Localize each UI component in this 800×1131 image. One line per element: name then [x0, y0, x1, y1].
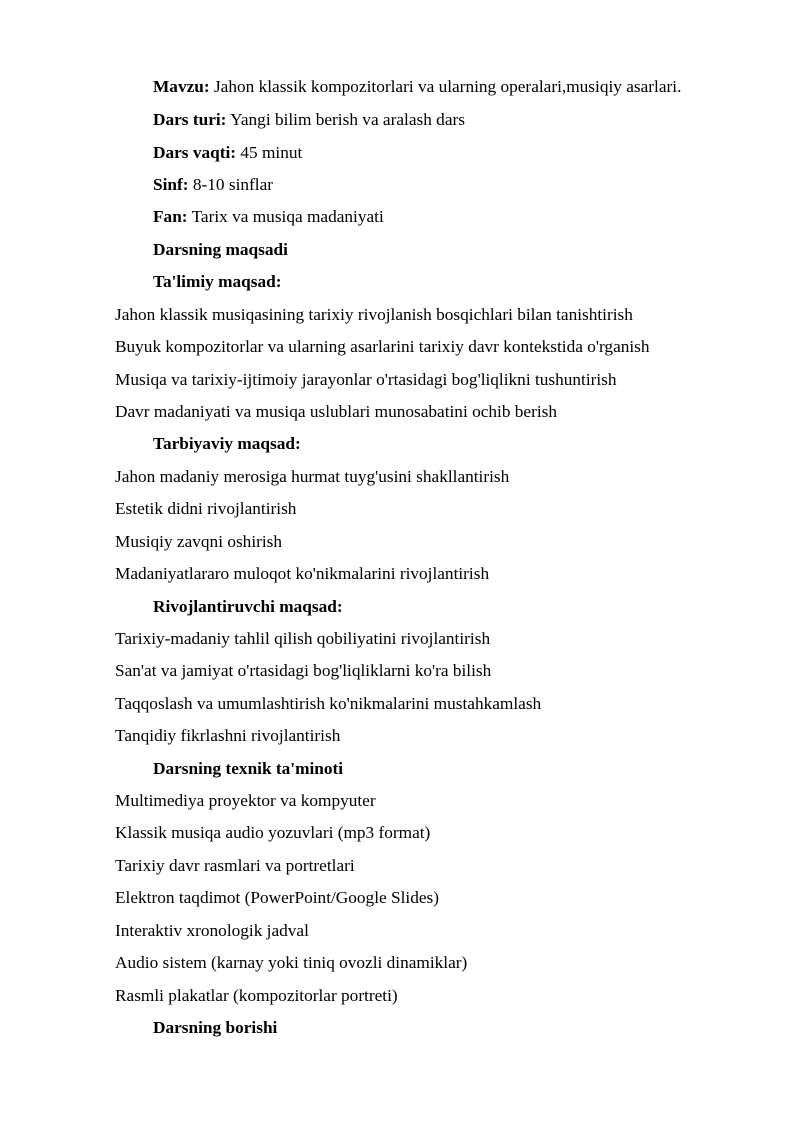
dars-turi-line — [153, 109, 465, 131]
tarbiyaviy-item: Madaniyatlararo muloqot ko'nikmalarini rivojlantirish — [115, 564, 490, 583]
sinf-line — [153, 174, 273, 196]
fan-line — [153, 206, 384, 228]
rivojlantiruvchi-item: Taqqoslash va umumlashtirish ko'nikmalarini mustahkamlash — [115, 694, 542, 713]
rivojlantiruvchi-item: San'at va jamiyat o'rtasidagi bog'liqliklarni ko'ra bilish — [115, 661, 492, 680]
talimiy-item: Musiqa va tarixiy-ijtimoiy jarayonlar o'rtasidagi bog'liqlikni tushuntirish — [115, 370, 617, 389]
mavzu-line — [153, 76, 681, 98]
tarbiyaviy-item: Estetik didni rivojlantirish — [115, 499, 297, 518]
rivojlantiruvchi-item: Tanqidiy fikrlashni rivojlantirish — [115, 726, 341, 745]
tarbiyaviy-item: Musiqiy zavqni oshirish — [115, 532, 283, 551]
dars-vaqti-line — [153, 142, 302, 164]
texnik-item: Interaktiv xronologik jadval — [115, 921, 309, 940]
dars-turi-label: Dars turi: — [153, 110, 227, 129]
tarbiyaviy-heading: Tarbiyaviy maqsad: — [153, 434, 301, 453]
borishi-heading: Darsning borishi — [153, 1018, 278, 1037]
texnik-item: Elektron taqdimot (PowerPoint/Google Slides) — [115, 888, 439, 907]
talimiy-item: Davr madaniyati va musiqa uslublari munosabatini ochib berish — [115, 402, 558, 421]
texnik-item: Audio sistem (karnay yoki tiniq ovozli dinamiklar) — [115, 953, 468, 972]
dars-vaqti-label: Dars vaqti: — [153, 143, 237, 162]
texnik-item: Tarixiy davr rasmlari va portretlari — [115, 856, 355, 875]
sinf-label: Sinf: — [153, 175, 189, 194]
fan-value: Tarix va musiqa madaniyati — [187, 207, 384, 226]
texnik-item: Multimediya proyektor va kompyuter — [115, 791, 376, 810]
texnik-heading: Darsning texnik ta'minoti — [153, 759, 344, 778]
talimiy-item: Buyuk kompozitorlar va ularning asarlarini tarixiy davr kontekstida o'rganish — [115, 337, 650, 356]
rivojlantiruvchi-item: Tarixiy-madaniy tahlil qilish qobiliyatini rivojlantirish — [115, 629, 491, 648]
mavzu-label: Mavzu: — [153, 77, 210, 96]
mavzu-value: Jahon klassik kompozitorlari va ularning operalari,musiqiy asarlari. — [209, 77, 682, 96]
texnik-item: Rasmli plakatlar (kompozitorlar portreti) — [115, 986, 398, 1005]
maqsad-heading: Darsning maqsadi — [153, 240, 288, 259]
rivojlantiruvchi-heading: Rivojlantiruvchi maqsad: — [153, 597, 343, 616]
dars-turi-value: Yangi bilim berish va aralash dars — [226, 110, 465, 129]
talimiy-heading: Ta'limiy maqsad: — [153, 272, 282, 291]
fan-label: Fan: — [153, 207, 188, 226]
dars-vaqti-value: 45 minut — [236, 143, 303, 162]
talimiy-item: Jahon klassik musiqasining tarixiy rivojlanish bosqichlari bilan tanishtirish — [115, 305, 633, 324]
texnik-item: Klassik musiqa audio yozuvlari (mp3 format) — [115, 823, 431, 842]
tarbiyaviy-item: Jahon madaniy merosiga hurmat tuyg'usini shakllantirish — [115, 467, 510, 486]
sinf-value: 8-10 sinflar — [188, 175, 274, 194]
